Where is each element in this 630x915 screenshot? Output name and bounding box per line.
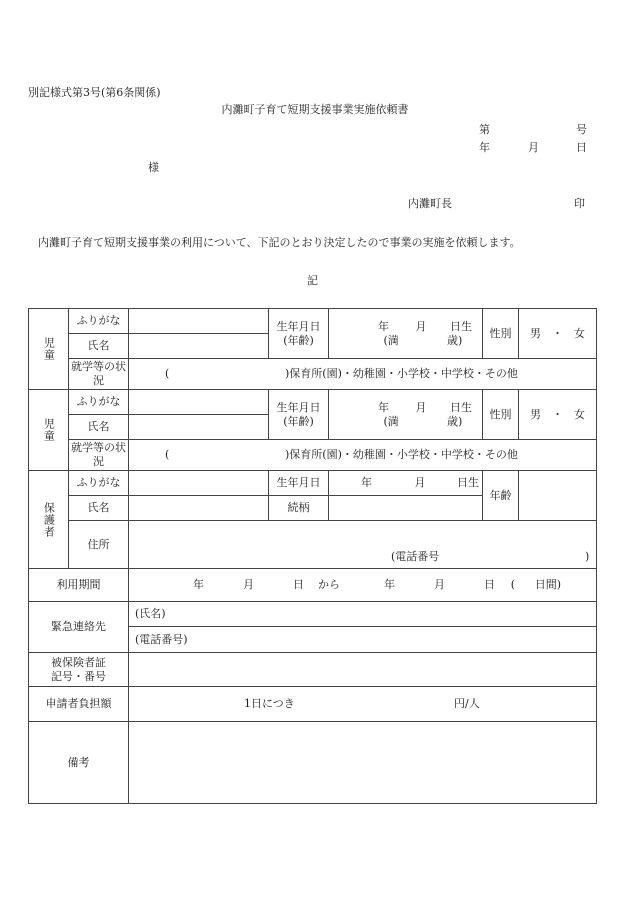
guardian-birth-month: 月 [414,476,426,490]
child2-school-open: ( [165,448,170,462]
period-label: 利用期間 [29,569,129,602]
child2-name-label: 氏名 [69,415,129,440]
child1-birth-label: 生年月日 [276,319,321,333]
emergency-label: 緊急連絡先 [29,602,129,653]
addressee-suffix: 様 [148,161,159,174]
insurance-label-cell [29,653,129,687]
emergency-name-field[interactable] [129,602,597,627]
child2-birth-label-cell [269,390,329,440]
date-day: 日 [576,141,587,154]
child2-school-row [29,440,597,471]
child2-gender-label: 性別 [483,390,519,440]
child1-school-options: )保育所(園)・幼稚園・小学校・中学校・その他 [285,367,518,381]
guardian-section-label: 保護者 [42,501,56,538]
period-day-2: 日 [484,578,495,592]
emergency-phone-hint: (電話番号) [135,632,188,646]
child1-name-label: 氏名 [69,334,129,359]
ki-mark: 記 [307,274,318,287]
guardian-relation-label: 続柄 [269,496,329,521]
page-title: 内灘町子育て短期支援事業実施依頼書 [221,103,409,116]
child1-furigana-label: ふりがな [69,309,129,334]
period-year-1: 年 [193,578,204,592]
fee-row [29,687,597,722]
guardian-name-field[interactable] [129,496,269,521]
child2-school-label: 就学等の状況 [69,440,129,471]
insurance-row [29,653,597,687]
child1-birth-month: 月 [415,319,427,333]
remarks-field[interactable] [129,722,597,804]
child2-birth-label: 生年月日 [276,400,321,414]
child2-age-close: 歳) [446,414,463,428]
period-year-2: 年 [384,578,395,592]
guardian-address-field[interactable] [129,521,597,569]
period-field[interactable] [129,569,597,602]
period-month-1: 月 [243,578,254,592]
issuer: 内灘町長 [408,197,452,210]
period-days-open: ( [510,578,515,592]
period-day-1: 日 [293,578,304,592]
child2-section [29,390,69,471]
guardian-birth-label: 生年月日 [269,471,329,496]
child2-birth-year: 年 [378,400,389,414]
guardian-phone-close: ) [585,550,590,564]
child1-age-open: (満 [383,333,399,347]
number-prefix: 第 [479,123,490,136]
child1-birth-year: 年 [378,319,389,333]
date-month: 月 [528,141,539,154]
child1-furigana-field[interactable] [129,309,269,334]
child1-age-close: 歳) [446,333,463,347]
body-text: 内灘町子育て短期支援事業の利用について、下記のとおり決定したので事業の実施を依頼します。 [38,236,521,249]
child1-school-row [29,359,597,390]
number-suffix: 号 [576,123,587,136]
child1-name-field[interactable] [129,334,269,359]
child2-birth-day: 日生 [450,400,472,414]
fee-per-day: 1日につき [244,697,295,711]
child1-birth-day: 日生 [450,319,472,333]
child2-birth-field[interactable] [329,390,483,440]
guardian-age-label: 年齢 [483,471,519,521]
emergency-phone-field[interactable] [129,627,597,653]
guardian-age-field[interactable] [519,471,597,521]
child1-school-field[interactable] [129,359,597,390]
seal-mark: 印 [574,197,585,210]
child1-furigana-row [29,309,597,334]
child2-birth-month: 月 [415,400,427,414]
period-days-close: 日間) [534,578,561,592]
insurance-field[interactable] [129,653,597,687]
period-row [29,569,597,602]
guardian-furigana-label: ふりがな [69,471,129,496]
emergency-name-hint: (氏名) [135,607,166,621]
guardian-birth-day: 日生 [457,476,479,490]
guardian-phone-open: (電話番号 [391,550,440,564]
remarks-label: 備考 [29,722,129,804]
date-year: 年 [479,141,490,154]
child2-school-field[interactable] [129,440,597,471]
child1-school-open: ( [165,367,170,381]
period-kara: から [318,578,340,592]
child1-age-label: (年齢) [283,333,314,347]
guardian-birth-field[interactable] [329,471,483,496]
child1-section [29,309,69,390]
guardian-furigana-field[interactable] [129,471,269,496]
child1-gender-options[interactable]: 男 ・ 女 [519,309,597,359]
emergency-name-row [29,602,597,627]
remarks-row [29,722,597,804]
child2-furigana-field[interactable] [129,390,269,415]
child1-gender-label: 性別 [483,309,519,359]
guardian-section [29,471,69,569]
fee-label: 申請者負担額 [29,687,129,722]
child2-gender-options[interactable]: 男 ・ 女 [519,390,597,440]
guardian-birth-year: 年 [361,476,372,490]
period-month-2: 月 [434,578,445,592]
child1-birth-label-cell [269,309,329,359]
child2-name-field[interactable] [129,415,269,440]
guardian-address-row [29,521,597,569]
child2-age-open: (満 [383,414,399,428]
form-label: 別記様式第3号(第6条関係) [28,86,161,99]
guardian-furigana-row [29,471,597,496]
child2-school-options: )保育所(園)・幼稚園・小学校・中学校・その他 [285,448,518,462]
guardian-address-label: 住所 [69,521,129,569]
request-form-table [28,308,597,804]
fee-unit: 円/人 [454,697,480,711]
child2-age-label: (年齢) [283,414,314,428]
child1-section-label: 児童 [42,337,56,361]
child1-school-label: 就学等の状況 [69,359,129,390]
insurance-label-line2: 記号・番号 [51,669,106,683]
child1-birth-field[interactable] [329,309,483,359]
fee-field[interactable] [129,687,597,722]
child2-section-label: 児童 [42,418,56,442]
guardian-relation-field[interactable] [329,496,483,521]
child2-furigana-label: ふりがな [69,390,129,415]
child2-furigana-row [29,390,597,415]
insurance-label-line1: 被保険者証 [51,655,106,669]
guardian-name-label: 氏名 [69,496,129,521]
